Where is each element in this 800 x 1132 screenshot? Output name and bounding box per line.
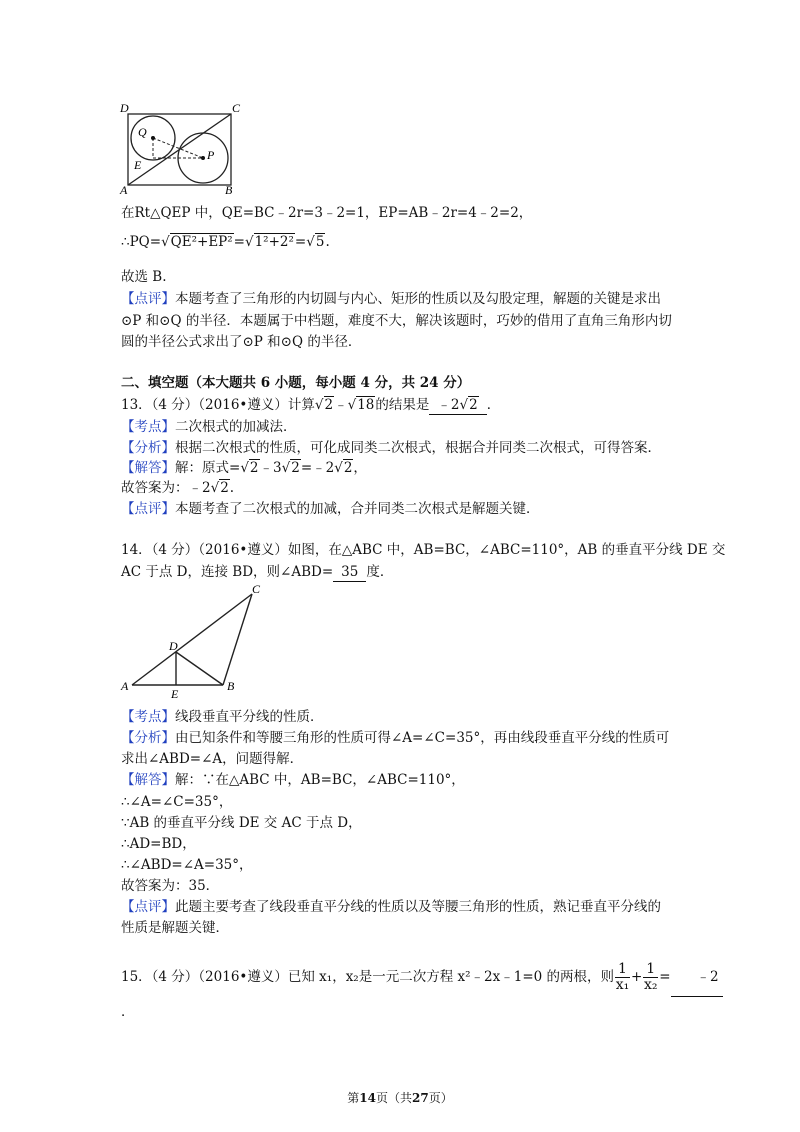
q14-jieda-line-4: ∴AD=BD， xyxy=(121,836,196,852)
q14-fenxi: 【分析】由已知条件和等腰三角形的性质可得∠A=∠C=35°，再由线段垂直平分线的性质可 xyxy=(121,730,670,746)
comment-tag: 【点评】 xyxy=(121,291,175,307)
svg-text:A: A xyxy=(121,679,129,693)
q14-answer-blank: 35 xyxy=(333,563,366,582)
q14-jieda-line-6: 故答案为：35． xyxy=(121,878,220,894)
q13-kaodian: 【考点】二次根式的加减法． xyxy=(121,419,297,435)
comment-line-2: ⊙P 和⊙Q 的半径．本题属于中档题，难度不大，解决该题时，巧妙的借用了直角三角形内切 xyxy=(121,313,672,329)
svg-text:E: E xyxy=(134,158,142,172)
q14-kaodian: 【考点】线段垂直平分线的性质． xyxy=(121,709,324,725)
question-13-stem: 13．（4 分）（2016•遵义）计算√2﹣√18的结果是 ﹣2√2 ． xyxy=(121,397,501,413)
solution-line-2: ∴PQ=√QE²+EP²=√1²+2²=√5. xyxy=(121,234,330,250)
svg-text:D: D xyxy=(120,101,129,115)
q14-jieda-line-2: ∴∠A=∠C=35°， xyxy=(121,794,233,810)
q14-fenxi-line-2: 求出∠ABD=∠A，问题得解． xyxy=(121,751,304,767)
svg-text:B: B xyxy=(227,679,235,693)
q13-answer-line: 故答案为：﹣2√2. xyxy=(121,480,235,496)
q13-dianping: 【点评】本题考查了二次根式的加减，合并同类二次根式是解题关键． xyxy=(121,501,540,517)
rectangle-two-circles-figure xyxy=(118,98,243,198)
svg-text:P: P xyxy=(207,148,215,162)
q13-fenxi: 【分析】根据二次根式的性质，可化成同类二次根式，根据合并同类二次根式，可得答案． xyxy=(121,440,661,456)
comment-block: 【点评】本题考查了三角形的内切圆与内心、矩形的性质以及勾股定理，解题的关键是求出 xyxy=(121,291,661,307)
q13-answer-blank: ﹣2√2 xyxy=(429,396,486,415)
q14-dianping-line-2: 性质是解题关键． xyxy=(121,920,229,936)
svg-text:C: C xyxy=(252,582,261,596)
q15-fraction-2: $\frac{1}{\text{x₂}}$ xyxy=(643,961,658,993)
svg-text:E: E xyxy=(171,687,179,701)
section-title: 二、填空题（本大题共 6 小题，每小题 4 分，共 24 分） xyxy=(121,375,471,391)
q15-answer-blank: ﹣2 xyxy=(671,958,723,997)
svg-text:A: A xyxy=(120,183,128,197)
question-14-stem-line-1: 14．（4 分）（2016•遵义）如图，在△ABC 中，AB=BC，∠ABC=110°，AB 的垂直平分线 DE 交 xyxy=(121,542,726,558)
svg-text:C: C xyxy=(232,101,241,115)
solution-line-3: 故选 B. xyxy=(121,269,167,285)
svg-text:B: B xyxy=(225,183,233,197)
q14-dianping: 【点评】此题主要考查了线段垂直平分线的性质以及等腰三角形的性质，熟记垂直平分线的 xyxy=(121,899,661,915)
solution-line-1: 在Rt△QEP 中，QE=BC﹣2r=3﹣2=1，EP=AB﹣2r=4﹣2=2， xyxy=(121,205,533,221)
comment-line-3: 圆的半径公式求出了⊙P 和⊙Q 的半径． xyxy=(121,334,362,350)
q15-end: ． xyxy=(121,1004,135,1020)
q14-jieda-line-3: ∵AB 的垂直平分线 DE 交 AC 于点 D， xyxy=(121,815,362,831)
svg-text:Q: Q xyxy=(138,125,147,139)
q13-jieda: 【解答】解：原式=√2﹣3√2=﹣2√2， xyxy=(121,460,367,476)
q15-fraction-1: $\frac{1}{\text{x₁}}$ xyxy=(615,961,630,993)
q14-jieda: 【解答】解：∵在△ABC 中，AB=BC，∠ABC=110°， xyxy=(121,772,465,788)
q14-jieda-line-5: ∴∠ABD=∠A=35°， xyxy=(121,857,253,873)
question-14-stem-line-2: AC 于点 D，连接 BD，则∠ABD= 35 度． xyxy=(121,564,394,580)
question-15-stem: 15．（4 分）（2016•遵义）已知 x₁，x₂是一元二次方程 x²﹣2x﹣1=0 的两根，则 $\frac{1}{\text{x₁}}$ + $\frac{1}{\text{x₂}}$ = ﹣2 xyxy=(121,958,723,997)
triangle-abc-figure xyxy=(118,580,268,702)
page-footer: 第14页（共27页） xyxy=(347,1091,453,1105)
svg-text:D: D xyxy=(169,639,178,653)
